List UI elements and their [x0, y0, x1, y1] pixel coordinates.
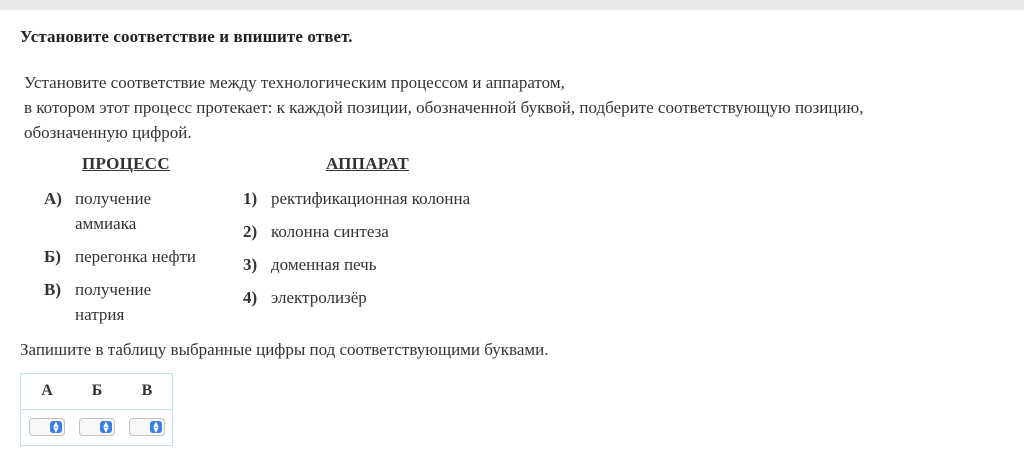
process-mark: Б) [44, 247, 61, 266]
answer-header-a: А [41, 382, 53, 399]
answer-select-a[interactable] [29, 418, 65, 436]
apparatus-mark: 4) [243, 288, 258, 307]
apparatus-mark: 2) [243, 222, 258, 241]
apparatus-text: доменная печь [271, 255, 377, 274]
process-mark: В) [44, 280, 61, 299]
process-column-header: ПРОЦЕСС [82, 154, 170, 173]
answer-header-b: Б [91, 382, 103, 399]
process-text-line-1: перегонка нефти [75, 247, 197, 266]
apparatus-mark: 1) [243, 189, 258, 208]
up-down-chevron-icon: ▲ ▼ [150, 421, 162, 433]
process-text-line-1: получение [75, 189, 152, 208]
apparatus-text: ректификационная колонна [271, 189, 471, 208]
task-text-line-3: обозначенную цифрой. [24, 123, 192, 142]
process-text-line-2: аммиака [75, 214, 137, 233]
process-text-line-1: получение [75, 280, 152, 299]
answer-table-header-row [21, 374, 172, 410]
apparatus-column-header: АППАРАТ [326, 154, 410, 173]
task-text-line-2: в котором этот процесс протекает: к каждой позиции, обозначенной буквой, подберите соответствующую позицию, [24, 98, 864, 117]
task-title: Установите соответствие и впишите ответ. [20, 27, 353, 46]
top-bar [0, 0, 1024, 10]
answer-table [20, 373, 173, 446]
task-text-line-1: Установите соответствие между технологическим процессом и аппаратом, [24, 73, 565, 92]
apparatus-text: электролизёр [271, 288, 367, 307]
answer-header-v: В [141, 382, 153, 399]
up-down-chevron-icon: ▲ ▼ [100, 421, 112, 433]
apparatus-mark: 3) [243, 255, 258, 274]
process-text-line-2: натрия [75, 305, 125, 324]
answer-prompt: Запишите в таблицу выбранные цифры под соответствующими буквами. [20, 340, 549, 359]
apparatus-text: колонна синтеза [271, 222, 389, 241]
answer-select-b[interactable] [79, 418, 115, 436]
task-text [24, 70, 995, 145]
process-mark: А) [44, 189, 62, 208]
up-down-chevron-icon: ▲ ▼ [50, 421, 62, 433]
answer-select-v[interactable] [129, 418, 165, 436]
